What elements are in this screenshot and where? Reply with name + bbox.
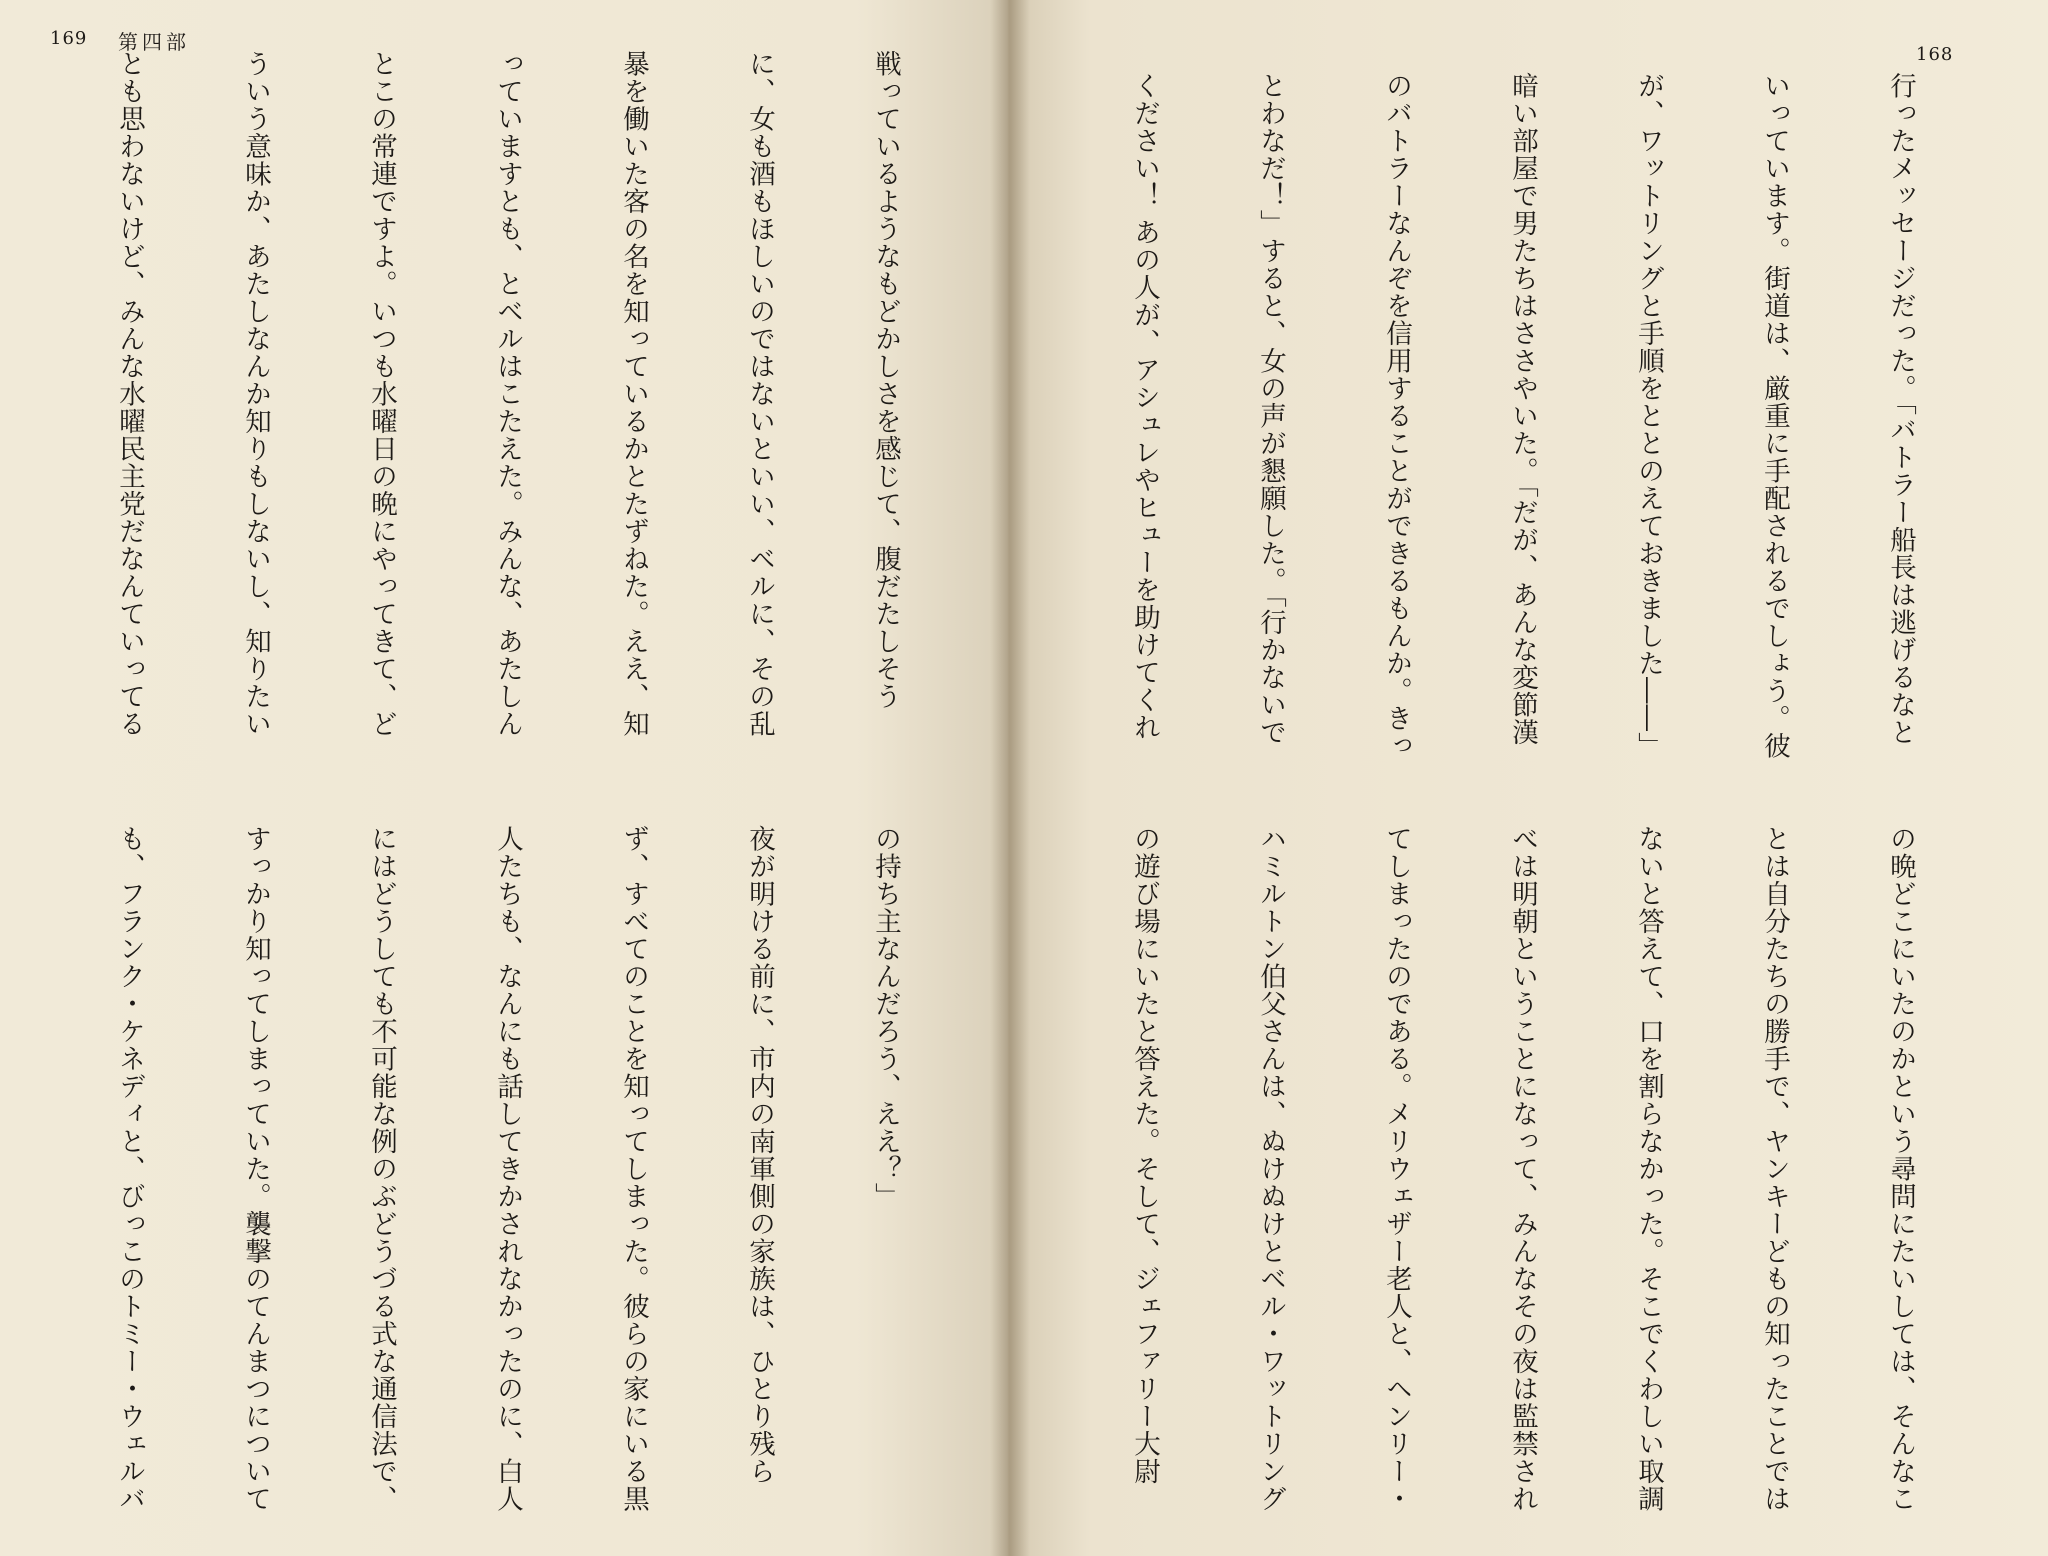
text-line: 行ったメッセージだった。「バトラー船長は逃げるなと bbox=[1885, 72, 1916, 747]
right-page bbox=[1008, 0, 2048, 1556]
text-line: にはどうしても不可能な例のぶどうづる式な通信法で、 bbox=[366, 825, 397, 1513]
text-line: も、フランク・ケネディと、びっこのトミー・ウェルバ bbox=[114, 825, 145, 1513]
left-lower-text-block bbox=[55, 825, 990, 1535]
text-line: とも思わないけど、みんな水曜民主党だなんていってる bbox=[114, 50, 145, 738]
text-line: べは明朝ということになって、みんなその夜は監禁され bbox=[1507, 825, 1538, 1513]
text-line: とは自分たちの勝手で、ヤンキーどもの知ったことでは bbox=[1759, 825, 1790, 1513]
text-line: っていますとも、とベルはこたえた。みんな、あたしん bbox=[492, 50, 523, 738]
right-lower-text-block bbox=[1090, 825, 2005, 1535]
text-line: いっています。街道は、厳重に手配されるでしょう。彼 bbox=[1759, 72, 1790, 760]
text-line: の晩どこにいたのかという尋問にたいしては、そんなこ bbox=[1885, 825, 1916, 1513]
text-line: すっかり知ってしまっていた。襲撃のてんまつについて bbox=[240, 825, 271, 1513]
right-upper-text-block bbox=[1090, 72, 2005, 852]
text-line: とこの常連ですよ。いつも水曜日の晩にやってきて、ど bbox=[366, 50, 397, 738]
left-page bbox=[0, 0, 1008, 1556]
left-upper-text-block bbox=[55, 50, 990, 770]
text-line: に、女も酒もほしいのではないといい、ベルに、その乱 bbox=[744, 50, 775, 738]
text-line: ハミルトン伯父さんは、ぬけぬけとベル・ワットリング bbox=[1255, 825, 1286, 1513]
book-gutter bbox=[990, 0, 1030, 1556]
text-line: ず、すべてのことを知ってしまった。彼らの家にいる黒 bbox=[618, 825, 649, 1513]
text-line: ください！ あの人が、アシュレやヒューを助けてくれ bbox=[1129, 72, 1160, 742]
text-line: の遊び場にいたと答えた。そして、ジェファリー大尉 bbox=[1129, 825, 1160, 1485]
running-title: 第四部 bbox=[118, 30, 190, 54]
text-line: のバトラーなんぞを信用することができるもんか。きっ bbox=[1381, 72, 1412, 760]
text-line: が、ワットリングと手順をととのえておきました――」 bbox=[1633, 72, 1664, 760]
text-line: 暗い部屋で男たちはささやいた。「だが、あんな変節漢 bbox=[1507, 72, 1538, 747]
text-line: 暴を働いた客の名を知っているかとたずねた。ええ、知 bbox=[618, 50, 649, 738]
text-line: てしまったのである。メリウェザー老人と、ヘンリー・ bbox=[1381, 825, 1412, 1513]
text-line: とわなだ！」すると、女の声が懇願した。「行かないで bbox=[1255, 72, 1286, 747]
text-line: 戦っているようなもどかしさを感じて、腹だたしそう bbox=[870, 50, 901, 710]
text-line: ないと答えて、口を割らなかった。そこでくわしい取調 bbox=[1633, 825, 1664, 1513]
text-line: 人たちも、なんにも話してきかされなかったのに、白人 bbox=[492, 825, 523, 1513]
page-number-right: 168 bbox=[1916, 44, 1954, 65]
page-number-left: 169 bbox=[50, 28, 88, 49]
text-line: 夜が明ける前に、市内の南軍側の家族は、ひとり残ら bbox=[744, 825, 775, 1485]
text-line: ういう意味か、あたしなんか知りもしないし、知りたい bbox=[240, 50, 271, 738]
text-line: の持ち主なんだろう、ええ？」 bbox=[870, 825, 901, 1210]
